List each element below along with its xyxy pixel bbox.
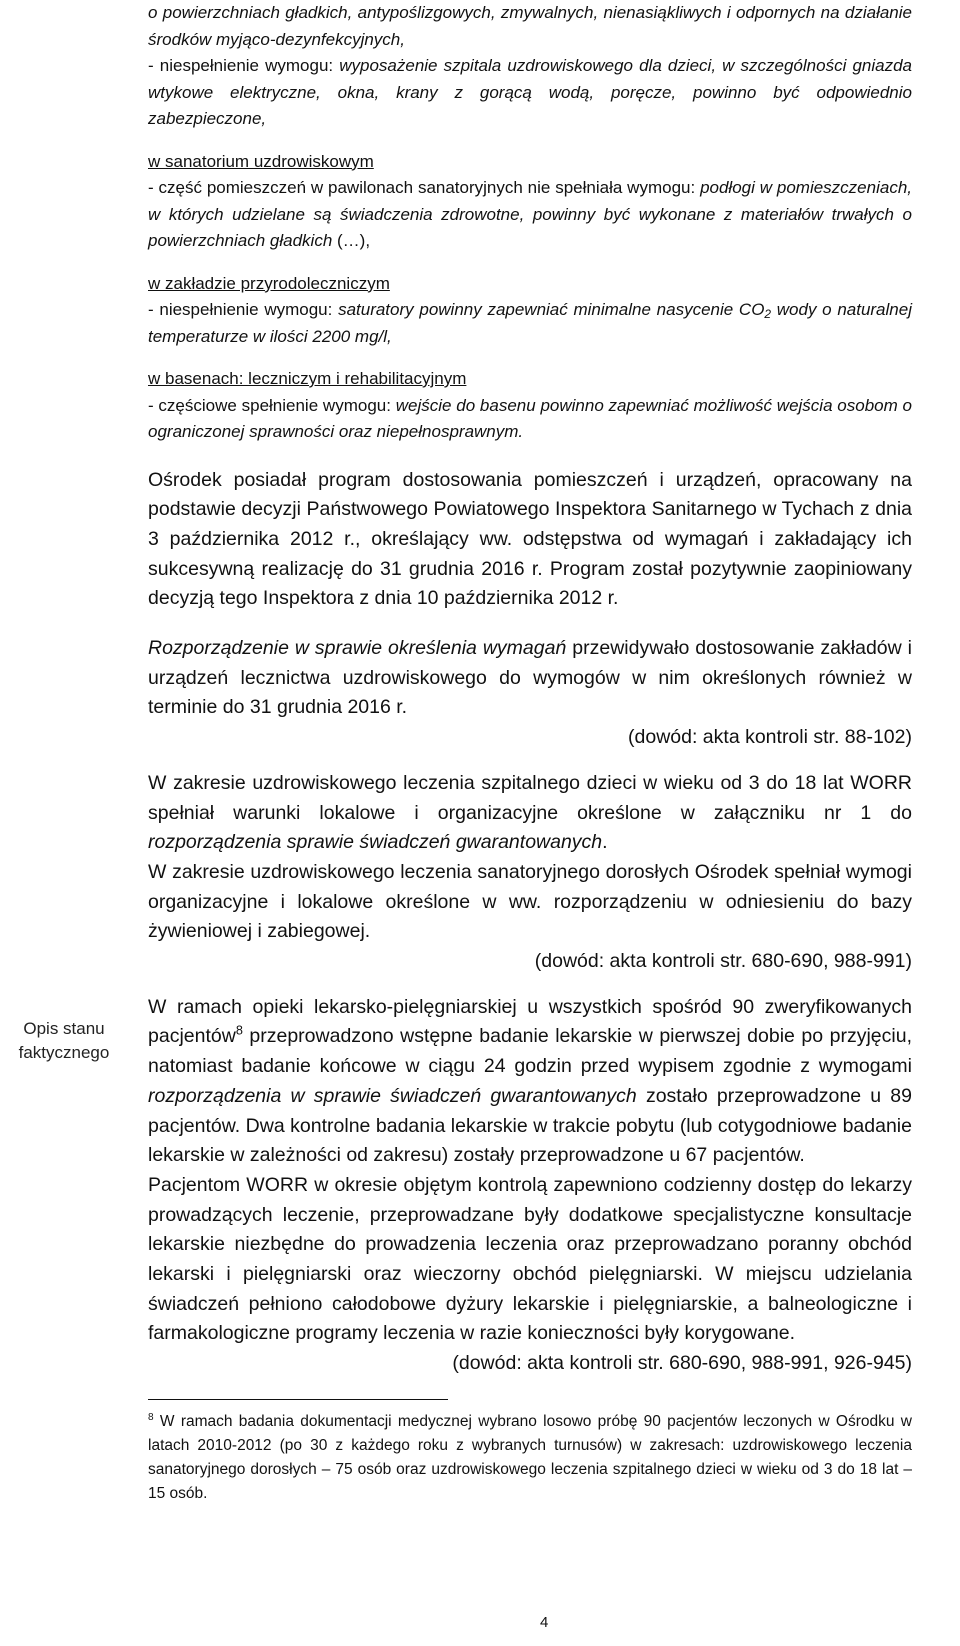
sanatorium-block xyxy=(148,149,912,255)
intro-dash: - niespełnienie wymogu: xyxy=(148,56,340,75)
szpitalne-italic: rozporządzenia sprawie świadczeń gwarantowanych xyxy=(148,831,603,854)
szpitalne-text-1: W zakresie uzdrowiskowego leczenia szpitalnego dzieci w wieku od 3 do 18 lat WORR spełniał warunki lokalowe i organizacyjne określone w załączniku nr 1 do xyxy=(148,771,912,824)
rozporzadzenie-text: przewidywało dostosowanie zakładów i urządzeń lecznictwa uzdrowiskowego do wymogów w nim określonych również w terminie do 31 grudnia 2016 r. xyxy=(148,637,913,719)
opieka-text-2: przeprowadzono wstępne badanie lekarskie w pierwszej dobie po przyjęciu, natomiast badanie końcowe w ciągu 24 godzin przed wypisem zgodnie z wymogami xyxy=(148,1025,912,1078)
section-label-line1: Opis stanu xyxy=(23,1019,105,1038)
sanatorium-italic: podłogi w pomieszczeniach, w których udzielane są świadczenia zdrowotne, powinny być wykonane z materiałów trwałych o powierzchniach gładkich xyxy=(148,178,912,250)
zaklad-subscript: 2 xyxy=(764,306,772,321)
footnote xyxy=(148,1410,912,1506)
baseny-dash: - częściowe spełnienie wymogu: xyxy=(148,395,396,415)
opieka-italic: rozporządzenia w sprawie świadczeń gwarantowanych xyxy=(148,1084,637,1107)
sanatorium-text xyxy=(148,175,912,255)
opieka-block xyxy=(148,993,912,1379)
zaklad-dash: - niespełnienie wymogu: xyxy=(148,300,339,319)
intro-block xyxy=(148,0,912,133)
sanatorium-dash: - część pomieszczeń w pawilonach sanatoryjnych nie spełniała wymogu: xyxy=(148,178,701,197)
document-body xyxy=(148,0,912,1506)
evidence-ref: (dowód: akta kontroli str. 680-690, 988-991) xyxy=(534,950,912,973)
szpitalne-text-2: . xyxy=(602,831,608,854)
zaklad-italic-1: saturatory powinny zapewniać minimalne nasycenie CO xyxy=(338,300,765,319)
section-label-line2: faktycznego xyxy=(18,1043,110,1062)
szpitalne-paragraph xyxy=(148,769,912,858)
opieka-text-3: zostało przeprowadzone u 89 pacjentów. Dwa kontrolne badania lekarskie w trakcie pobytu (lub cotygodniowe badanie lekarskie w zależności od zakresu) zostały przeprowadzone u 67 pacjentów. xyxy=(148,1084,913,1167)
section-label xyxy=(0,1017,128,1065)
intro-line: o powierzchniach gładkich, antypoślizgowych, zmywalnych, nienasiąkliwych i odpornych na działanie środków myjąco-dezynfekcyjnych, xyxy=(148,3,912,49)
baseny-block xyxy=(148,366,912,446)
zaklad-block xyxy=(148,271,912,351)
rozporzadzenie-block xyxy=(148,634,912,753)
osrodek-paragraph: Ośrodek posiadał program dostosowania pomieszczeń i urządzeń, opracowany na podstawie decyzji Państwowego Powiatowego Inspektora Sanitarnego w Tychach z dnia 3 października 2012 r., określający ww. odstępstwa od wymagań i zakładający ich sukcesywną realizację do 31 grudnia 2016 r. Program został pozytywnie zaopiniowany decyzją tego Inspektora z dnia 10 października 2012 r. xyxy=(148,468,912,610)
intro-requirement xyxy=(148,53,912,133)
evidence-ref: (dowód: akta kontroli str. 88-102) xyxy=(628,726,912,749)
zaklad-heading: w zakładzie przyrodoleczniczym xyxy=(148,273,390,293)
baseny-text xyxy=(148,393,912,446)
sanatoryjne-paragraph: W zakresie uzdrowiskowego leczenia sanatoryjnego dorosłych Ośrodek spełniał wymogi organizacyjne i lokalowe określone w ww. rozporządzeniu w odniesieniu do bazy żywieniowej i zabiegowej. xyxy=(148,860,912,943)
page-number: 4 xyxy=(540,1614,549,1631)
szpitalne-block xyxy=(148,769,912,977)
opieka-paragraph xyxy=(148,993,912,1171)
opieka-text-1: W ramach opieki lekarsko-pielęgniarskiej u wszystkich spośród 90 zweryfikowanych pacjentów xyxy=(148,995,912,1048)
rozporzadzenie-italic: Rozporządzenie w sprawie określenia wymagań xyxy=(148,637,567,660)
baseny-italic: wejście do basenu powinno zapewniać możliwość wejścia osobom o ograniczonej sprawności oraz niepełnosprawnym. xyxy=(148,395,913,441)
sanatorium-heading: w sanatorium uzdrowiskowym xyxy=(148,151,374,171)
footnote-separator xyxy=(148,1399,448,1400)
footnote-number: 8 xyxy=(148,1411,154,1423)
left-margin-column xyxy=(0,0,128,1646)
zaklad-italic-2: wody o naturalnej temperaturze w ilości 2200 mg/l, xyxy=(148,300,912,346)
zaklad-text xyxy=(148,297,912,350)
baseny-heading: w basenach: leczniczym i rehabilitacyjnym xyxy=(148,369,467,388)
footnote-text: W ramach badania dokumentacji medycznej wybrano losowo próbę 90 pacjentów leczonych w Ośrodku w latach 2010-2012 (po 30 z każdego roku z wybranych turnusów) w zakresach: uzdrowiskowego leczenia sanatoryjnego dorosłych – 75 osób oraz uzdrowiskowego leczenia szpitalnego dzieci w wieku od 3 do 18 lat – 15 osób. xyxy=(148,1412,912,1502)
lekarze-paragraph: Pacjentom WORR w okresie objętym kontrolą zapewniono codzienny dostęp do lekarzy prowadzących leczenie, przeprowadzane były dodatkowe specjalistyczne konsultacje lekarskie niezbędne do prowadzenia leczenia oraz przeprowadzano poranny obchód lekarski i pielęgniarski oraz wieczorny obchód pielęgniarski. W miejscu udzielania świadczeń pełniono całodobowe dyżury lekarskie i pielęgniarskie, a balneologiczne i farmakologiczne programy leczenia w razie konieczności były korygowane. xyxy=(148,1173,912,1345)
intro-requirement-italic: wyposażenie szpitala uzdrowiskowego dla dzieci, w szczególności gniazda wtykowe elektryczne, okna, krany z gorącą wodą, poręcze, powinno być odpowiednio zabezpieczone, xyxy=(148,56,912,128)
footnote-marker: 8 xyxy=(235,1023,243,1038)
sanatorium-tail: (…), xyxy=(332,231,371,250)
rozporzadzenie-paragraph xyxy=(148,634,912,723)
evidence-ref: (dowód: akta kontroli str. 680-690, 988-991, 926-945) xyxy=(452,1352,912,1375)
